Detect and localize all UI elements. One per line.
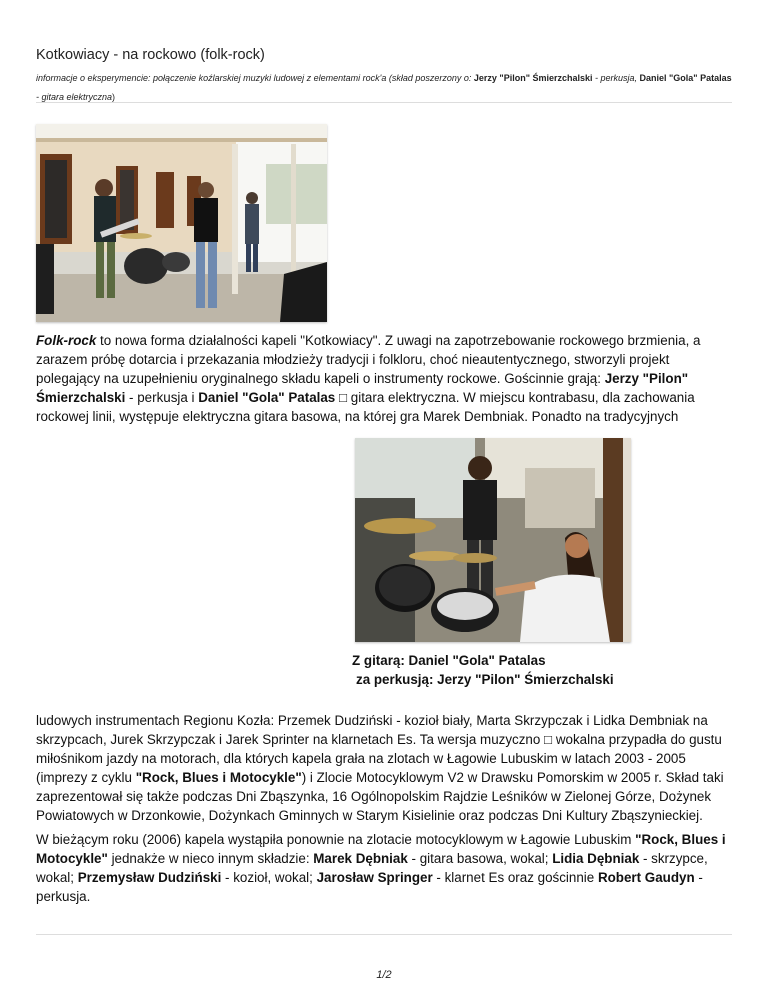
subtitle-suffix: ) <box>112 92 116 102</box>
photo-caption-line-2: za perkusją: Jerzy "Pilon" Śmierzchalski <box>356 672 614 687</box>
footer-divider <box>36 934 732 935</box>
paragraph-2006-bold-3: Lidia Dębniak <box>552 851 640 866</box>
paragraph-2006-text-5: - kozioł, wokal; <box>221 870 317 885</box>
band-photo-drummer-image <box>355 438 631 642</box>
page-number: 1/2 <box>376 969 392 981</box>
paragraph-2006-text-7: - perkusja. <box>36 870 703 904</box>
photo-caption-line-1: Z gitarą: Daniel "Gola" Patalas <box>352 653 546 668</box>
paragraph-intro-text-2: - perkusja i <box>125 390 199 405</box>
paragraph-instruments-text-2: ) i Zlocie Motocyklowym V2 w Drawsku Pomorskim w 2005 r. Skład taki zaprezentował się także podczas Dni Zbąszynka, 16 Ogólnopolskim Rajdzie Leśników w Zielonej Górze, Dożynek Powiatowych w Drzonkowie, Dożynkach Gminnych w Starym Kisielinie oraz podczas Dni Kultury Zbąszynieckiej. <box>36 770 724 823</box>
paragraph-intro-text-3: □ gitara elektryczna. W miejscu kontrabasu, dla zachowania rockowej linii, występuje elektryczna gitara basowa, na której gra Marek Dembniak. Ponadto na tradycyjnych <box>36 390 695 424</box>
band-photo-veranda <box>36 124 327 322</box>
paragraph-2006-text-3: - gitara basowa, wokal; <box>407 851 553 866</box>
subtitle-name-1: Jerzy "Pilon" Śmierzchalski <box>473 73 593 83</box>
paragraph-instruments <box>36 711 736 825</box>
paragraph-2006 <box>36 830 736 906</box>
paragraph-2006-text-4: - skrzypce, wokal; <box>36 851 708 885</box>
paragraph-instruments-bold-1: "Rock, Blues i Motocykle" <box>135 770 302 785</box>
paragraph-2006-bold-4: Przemysław Dudziński <box>77 870 222 885</box>
subtitle-name-2: Daniel "Gola" Patalas <box>639 73 732 83</box>
paragraph-intro-lead: Folk-rock <box>36 333 97 348</box>
paragraph-2006-bold-1: "Rock, Blues i Motocykle" <box>36 832 726 866</box>
subtitle-role-2: - gitara elektryczna <box>36 92 113 102</box>
subtitle-role-1: - perkusja, <box>592 73 640 83</box>
paragraph-instruments-text-1: ludowych instrumentach Regionu Kozła: Przemek Dudziński - kozioł biały, Marta Skrzypczak i Lidka Dembniak na skrzypcach, Jurek Skrzypczak i Jarek Sprinter na klarnetach Es. Ta wersja muzyczno □ wokalna przypadła do gustu miłośnikom jazdy na motorach, dla których kapela grała na zlotach w Łagowie Lubuskim w latach 2003 - 2005 (imprezy z cyklu <box>36 713 722 785</box>
paragraph-2006-bold-5: Jarosław Springer <box>316 870 433 885</box>
paragraph-2006-text-6: - klarnet Es oraz gościnnie <box>432 870 598 885</box>
band-photo-veranda-image <box>36 124 327 322</box>
paragraph-2006-bold-2: Marek Dębniak <box>313 851 408 866</box>
band-photo-drummer <box>355 438 631 642</box>
subtitle-prefix: informacje o eksperymencie: połączenie koźlarskiej muzyki ludowej z elementami rock'a (skład poszerzony o: <box>36 73 474 83</box>
paragraph-2006-text-1: W bieżącym roku (2006) kapela wystąpiła ponownie na zlotacie motocyklowym w Łagowie Lubuskim <box>36 832 636 847</box>
paragraph-2006-text-2: jednakże w nieco innym składzie: <box>107 851 314 866</box>
page-title: Kotkowiacy - na rockowo (folk-rock) <box>36 47 265 63</box>
paragraph-2006-bold-6: Robert Gaudyn <box>597 870 695 885</box>
paragraph-intro <box>36 331 736 426</box>
paragraph-intro-text-1: to nowa forma działalności kapeli "Kotkowiacy". Z uwagi na zapotrzebowanie rockowego brzmienia, a zarazem próbę dotarcia i przekazania młodzieży tradycji i folkloru, choć nieautentycznego, stworzyli projekt polegający na uzupełnieniu oryginalnego składu kapeli o instrumenty rockowe. Gościnnie grają: <box>36 333 701 386</box>
header-divider <box>36 102 732 103</box>
paragraph-intro-name-1: Jerzy "Pilon" Śmierzchalski <box>36 371 689 405</box>
paragraph-intro-name-2: Daniel "Gola" Patalas <box>198 390 336 405</box>
